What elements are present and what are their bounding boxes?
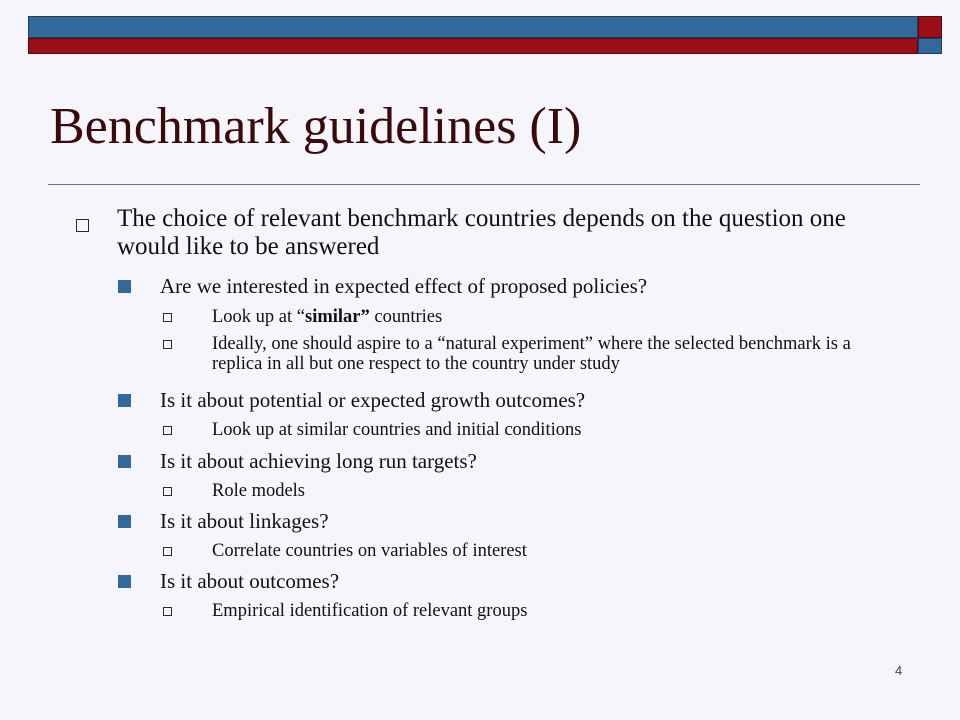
square-bullet-icon: [118, 455, 131, 468]
header-square-red: [918, 16, 942, 38]
question-3-sub-1: Role models: [212, 481, 306, 501]
title-divider: [48, 184, 920, 185]
square-bullet-icon: [118, 575, 131, 588]
page-number: 4: [895, 663, 903, 678]
question-2-text: Is it about potential or expected growth outcomes?: [160, 388, 586, 412]
slide-title: Benchmark guidelines (I): [50, 98, 582, 155]
question-4-sub-1: Correlate countries on variables of interest: [212, 541, 527, 561]
sub-text-post: countries: [369, 307, 443, 327]
header-bar-blue: [28, 16, 918, 38]
header-bar-red: [28, 38, 918, 54]
hollow-square-bullet-icon: [163, 547, 172, 556]
emphasis-similar: similar”: [305, 307, 370, 327]
question-1-sub-1: [212, 307, 902, 327]
main-point-text: The choice of relevant benchmark countries depends on the question one would like to be answered: [117, 205, 846, 260]
question-3-text: Is it about achieving long run targets?: [160, 449, 477, 473]
question-2-sub-1: Look up at similar countries and initial conditions: [212, 420, 582, 440]
square-bullet-icon: [118, 515, 131, 528]
question-4-text: Is it about linkages?: [160, 509, 329, 533]
question-5-sub-1: Empirical identification of relevant groups: [212, 601, 528, 621]
square-bullet-icon: [118, 394, 131, 407]
hollow-square-bullet-icon: [163, 487, 172, 496]
hollow-square-bullet-icon: [163, 426, 172, 435]
hollow-square-bullet-icon: [163, 607, 172, 616]
question-1-text: Are we interested in expected effect of proposed policies?: [160, 274, 648, 298]
hollow-square-bullet-icon: [76, 219, 89, 232]
square-bullet-icon: [118, 280, 131, 293]
header-square-blue: [918, 38, 942, 54]
question-5-text: Is it about outcomes?: [160, 569, 340, 593]
question-1-sub-2: Ideally, one should aspire to a “natural experiment” where the selected benchmark is a replica in all but one respect to the country under study: [212, 334, 851, 374]
sub-text-pre: Look up at “: [212, 307, 305, 327]
hollow-square-bullet-icon: [163, 340, 172, 349]
hollow-square-bullet-icon: [163, 313, 172, 322]
